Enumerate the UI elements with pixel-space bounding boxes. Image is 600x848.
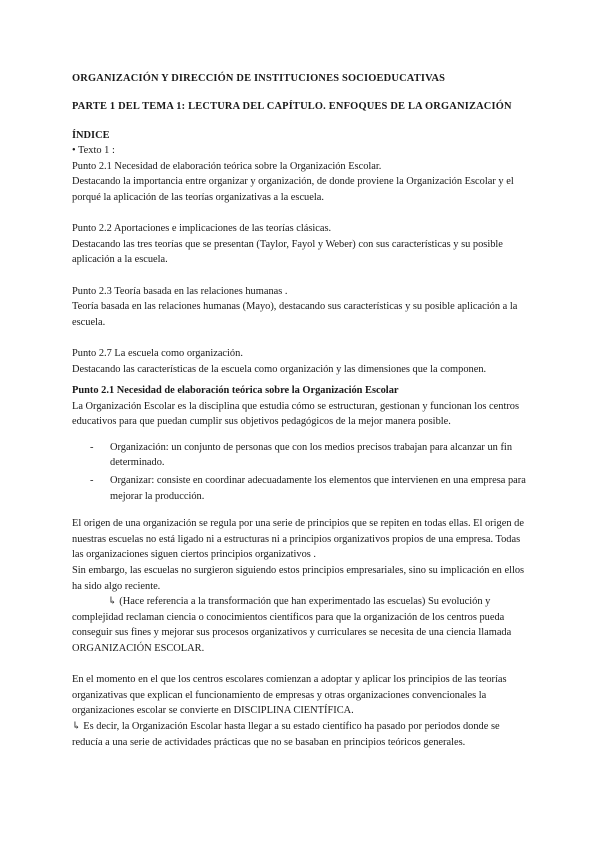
index-item: Punto 2.2 Aportaciones e implicaciones de las teorías clásicas. [72,223,332,235]
index-item: Punto 2.7 La escuela como organización. [72,347,243,359]
section-heading: Punto 2.1 Necesidad de elaboración teórica sobre la Organización Escolar [72,385,399,397]
however-paragraph: Sin embargo, las escuelas no surgieron siguiendo estos principios empresariales, sino su implicación en ellos ha sido algo reciente. [72,565,525,592]
index-item: Destacando las características de la escuela como organización y las dimensiones que la componen. [72,363,487,375]
index-item: • Texto 1 : [72,145,115,157]
definition-list [72,440,532,504]
index-item: Teoría basada en las relaciones humanas (Mayo), destacando sus características y su posible aplicación a la escuela. [72,301,518,328]
definition-text: Organización: un conjunto de personas que con los medios precisos trabajan para alcanzar un fin determinado. [110,441,513,469]
document-page [72,62,532,750]
origin-paragraph: El origen de una organización se regula por una serie de principios que se repiten en todas ellas. El origen de nuestras escuelas no está ligado ni a estructuras ni a principios organizativos propios de una empresa. Todas las organizaciones siguen ciertos principios organizativos . [72,518,524,561]
arrow-paragraph-1: ↳ (Hace referencia a la transformación que han experimentado las escuelas) Su evolución y complejidad reclaman ciencia o conocimientos científicos para que la organización de los centros pueda conseguir sus fines y mejorar sus procesos organizativos y curriculares se necesita de una ciencia llamada ORGANIZACIÓN ESCOLAR. [72,596,512,654]
document-title: ORGANIZACIÓN Y DIRECCIÓN DE INSTITUCIONES SOCIOEDUCATIVAS [72,73,446,84]
index-item: Punto 2.1 Necesidad de elaboración teórica sobre la Organización Escolar. [72,160,382,172]
list-item [72,473,532,504]
list-item [72,440,532,471]
index-item: Destacando la importancia entre organizar y organización, de donde proviene la Organización Escolar y el porqué la aplicación de las teorías organizativas a la escuela. [72,176,514,203]
index-heading: ÍNDICE [72,129,110,141]
index-item: Punto 2.3 Teoría basada en las relaciones humanas . [72,285,288,297]
moment-paragraph: En el momento en el que los centros escolares comienzan a adoptar y aplicar los principios de las teorías organizativas que explican el funcionamiento de empresas y otras organizaciones convencionales la organizaciones escolar se convierte en DISCIPLINA CIENTÍFICA. [72,674,507,717]
part-title: PARTE 1 DEL TEMA 1: LECTURA DEL CAPÍTULO. ENFOQUES DE LA ORGANIZACIÓN [72,100,512,112]
dash-bullet: - [90,475,94,487]
index-item: Destacando las tres teorías que se presentan (Taylor, Fayol y Weber) con sus características y su posible aplicación a la escuela. [72,238,503,266]
index-list [72,143,532,377]
arrow-paragraph-2: ↳ Es decir, la Organización Escolar hasta llegar a su estado científico ha pasado por periodos donde se reducía a una serie de actividades prácticas que no se basaban en principios teóricos generales. [72,720,500,748]
intro-paragraph: La Organización Escolar es la disciplina que estudia cómo se estructuran, gestionan y funcionan los centros educativos para que puedan cumplir sus objetivos pedagógicos de la mejor manera posible. [72,400,520,428]
dash-bullet: - [90,441,94,453]
definition-text: Organizar: consiste en coordinar adecuadamente los elementos que intervienen en una empresa para mejorar la producción. [110,475,526,502]
